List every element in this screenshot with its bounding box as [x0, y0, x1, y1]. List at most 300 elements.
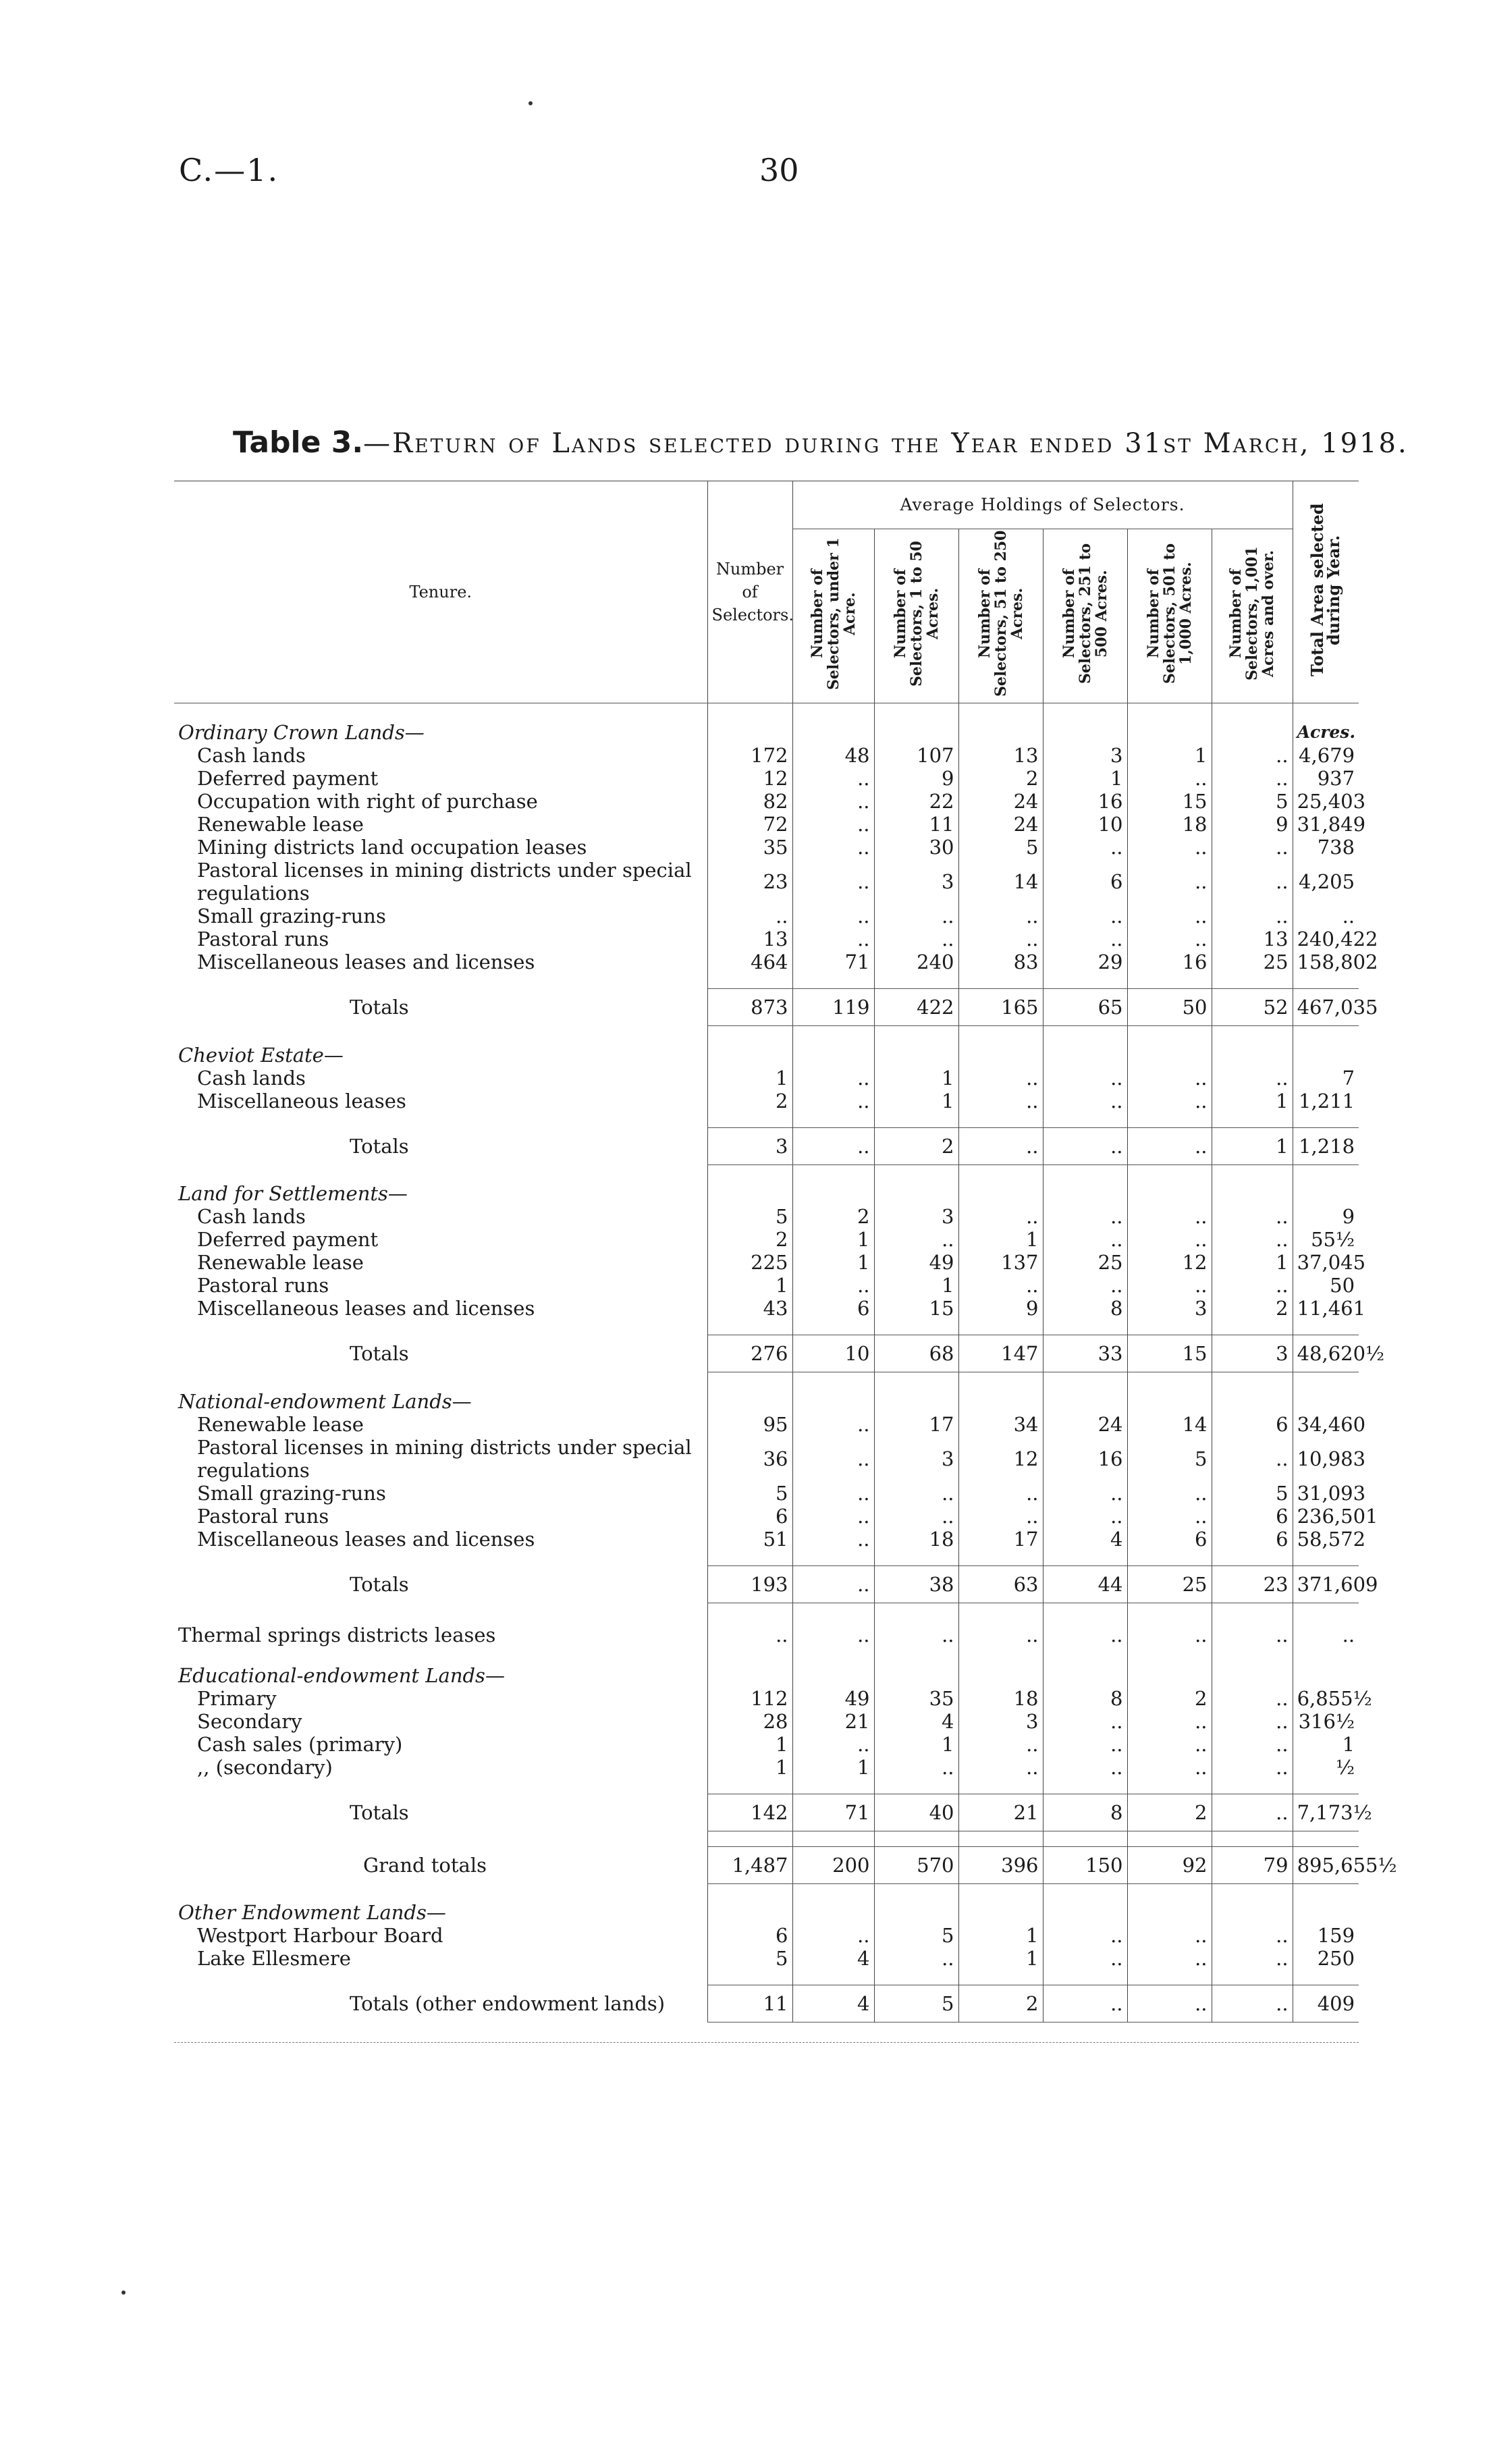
returns-table	[174, 481, 1397, 2023]
spacer-row	[174, 1779, 1359, 1794]
value-cell: 44	[1043, 1565, 1127, 1603]
total-area-cell: 4,205	[1293, 859, 1359, 905]
value-cell: ..	[1212, 1618, 1293, 1646]
spacer-cell	[874, 1831, 958, 1846]
totals-label: Totals	[350, 1342, 409, 1365]
empty-cell	[958, 1372, 1043, 1413]
empty-cell	[1127, 1883, 1212, 1924]
value-cell: 17	[874, 1413, 958, 1436]
col-501-1000-header: Number of Selectors, 501 to 1,000 Acres.	[1127, 529, 1212, 703]
spacer-cell	[958, 1970, 1043, 1985]
table-row	[174, 1413, 1359, 1436]
spacer-cell	[792, 1779, 874, 1794]
total-area-cell: 895,655½	[1293, 1846, 1359, 1883]
value-cell: 1	[874, 1090, 958, 1113]
spacer-cell	[1127, 973, 1212, 989]
table-row	[174, 1205, 1359, 1228]
spacer-cell	[1127, 1551, 1212, 1566]
empty-cell	[874, 1646, 958, 1687]
totals-row	[174, 1127, 1359, 1164]
table-row	[174, 928, 1359, 950]
row-label: Pastoral licenses in mining districts under special regulations	[197, 859, 692, 905]
value-cell: 24	[958, 790, 1043, 813]
totals-label: Totals	[350, 1572, 409, 1596]
table-title-text: —Return of Lands selected during the Year ended 31st March, 1918.	[363, 428, 1409, 459]
value-cell: 16	[1043, 790, 1127, 813]
value-cell: 2	[1212, 1297, 1293, 1320]
value-cell: ..	[958, 1618, 1043, 1646]
value-cell: ..	[792, 1505, 874, 1528]
spacer-cell	[707, 1320, 792, 1335]
value-cell: 13	[707, 928, 792, 950]
value-cell: ..	[1212, 1710, 1293, 1733]
value-cell: 71	[792, 950, 874, 973]
row-label: Secondary	[197, 1709, 302, 1733]
empty-cell	[958, 1026, 1043, 1067]
value-cell: 2	[874, 1127, 958, 1164]
value-cell: 1	[707, 1733, 792, 1756]
totals-label: Grand totals	[363, 1853, 487, 1877]
empty-cell	[1043, 1164, 1127, 1205]
value-cell: ..	[958, 905, 1043, 928]
value-cell: 240	[874, 950, 958, 973]
value-cell: ..	[1043, 1985, 1127, 2023]
value-cell: 15	[874, 1297, 958, 1320]
table-row	[174, 1090, 1359, 1113]
total-area-cell: 1,211	[1293, 1090, 1359, 1113]
section-heading: Cheviot Estate—	[178, 1043, 344, 1067]
value-cell: ..	[1043, 1733, 1127, 1756]
row-label: Miscellaneous leases and licenses	[197, 1527, 535, 1551]
total-area-cell: 48,620½	[1293, 1335, 1359, 1372]
value-cell: ..	[1127, 1067, 1212, 1090]
value-cell: 112	[707, 1687, 792, 1710]
value-cell: 40	[874, 1794, 958, 1831]
value-cell: ..	[958, 1274, 1043, 1297]
value-cell: 24	[1043, 1413, 1127, 1436]
totals-label: Totals	[350, 1134, 409, 1158]
value-cell: ..	[1212, 1947, 1293, 1970]
col-51-250-header: Number of Selectors, 51 to 250 Acres.	[958, 529, 1043, 703]
empty-cell	[1127, 1372, 1212, 1413]
total-area-cell: 250	[1293, 1947, 1359, 1970]
value-cell: ..	[1212, 859, 1293, 905]
spacer-cell	[1127, 1779, 1212, 1794]
empty-cell	[874, 1164, 958, 1205]
value-cell: 95	[707, 1413, 792, 1436]
value-cell: 1	[874, 1067, 958, 1090]
value-cell: 9	[958, 1297, 1043, 1320]
value-cell: ..	[1043, 1228, 1127, 1251]
value-cell: 9	[874, 767, 958, 790]
value-cell: 68	[874, 1335, 958, 1372]
empty-cell	[792, 1883, 874, 1924]
value-cell: 71	[792, 1794, 874, 1831]
value-cell: ..	[1043, 928, 1127, 950]
value-cell: 3	[874, 1205, 958, 1228]
value-cell: 422	[874, 989, 958, 1026]
spacer-cell	[1293, 1970, 1359, 1985]
spacer-row	[174, 1320, 1359, 1335]
empty-cell	[707, 1164, 792, 1205]
value-cell: ..	[1043, 1756, 1127, 1779]
spacer-cell	[1293, 1113, 1359, 1128]
empty-cell	[707, 1372, 792, 1413]
value-cell: ..	[1127, 1924, 1212, 1947]
row-label: Pastoral runs	[197, 1504, 329, 1528]
table-label: Table 3.	[233, 425, 364, 460]
value-cell: 5	[707, 1947, 792, 1970]
total-area-cell: 37,045	[1293, 1251, 1359, 1274]
value-cell: ..	[1212, 1794, 1293, 1831]
spacer-cell	[707, 1831, 792, 1846]
spacer-cell	[1127, 1320, 1212, 1335]
totals-row	[174, 1794, 1359, 1831]
value-cell: ..	[874, 1756, 958, 1779]
value-cell: ..	[874, 928, 958, 950]
value-cell: ..	[792, 1127, 874, 1164]
spacer-cell	[1127, 1603, 1212, 1618]
value-cell: 10	[1043, 813, 1127, 836]
total-area-cell: 467,035	[1293, 989, 1359, 1026]
table-row	[174, 1687, 1359, 1710]
value-cell: 1	[792, 1251, 874, 1274]
empty-cell	[1293, 1372, 1359, 1413]
value-cell: 3	[707, 1127, 792, 1164]
spacer-cell	[874, 1113, 958, 1128]
value-cell: 570	[874, 1846, 958, 1883]
spacer-cell	[1043, 1551, 1127, 1566]
print-speck	[528, 101, 533, 105]
col-under-1-acre-header: Number of Selectors, under 1 Acre.	[792, 529, 874, 703]
value-cell: ..	[1127, 836, 1212, 859]
value-cell: ..	[874, 1618, 958, 1646]
spacer-cell	[1043, 1779, 1127, 1794]
value-cell: 72	[707, 813, 792, 836]
total-area-cell: 58,572	[1293, 1528, 1359, 1551]
value-cell: 12	[958, 1436, 1043, 1482]
spacer-cell	[874, 1320, 958, 1335]
value-cell: ..	[874, 1228, 958, 1251]
section-heading: Land for Settlements—	[178, 1182, 408, 1205]
spacer-cell	[1043, 1320, 1127, 1335]
value-cell: 21	[958, 1794, 1043, 1831]
spacer-cell	[1127, 1113, 1212, 1128]
value-cell: ..	[792, 1274, 874, 1297]
value-cell: 3	[874, 1436, 958, 1482]
value-cell: 18	[958, 1687, 1043, 1710]
value-cell: ..	[874, 1505, 958, 1528]
table-row	[174, 836, 1359, 859]
value-cell: ..	[874, 905, 958, 928]
value-cell: 52	[1212, 989, 1293, 1026]
value-cell: 35	[707, 836, 792, 859]
value-cell: ..	[1212, 1436, 1293, 1482]
total-area-cell: 31,093	[1293, 1482, 1359, 1505]
value-cell: 1	[958, 1947, 1043, 1970]
spacer-cell	[174, 1970, 707, 1985]
spacer-cell	[174, 973, 707, 989]
value-cell: ..	[792, 1565, 874, 1603]
value-cell: 16	[1127, 950, 1212, 973]
table-row	[174, 1756, 1359, 1779]
section-heading-row	[174, 1164, 1359, 1205]
value-cell: ..	[1127, 1127, 1212, 1164]
total-area-cell: 236,501	[1293, 1505, 1359, 1528]
total-area-cell: 4,679	[1293, 744, 1359, 767]
row-label: Deferred payment	[197, 1228, 379, 1251]
table-row	[174, 1251, 1359, 1274]
value-cell: 15	[1127, 1335, 1212, 1372]
value-cell: 150	[1043, 1846, 1127, 1883]
value-cell: 396	[958, 1846, 1043, 1883]
average-holdings-header: Average Holdings of Selectors.	[792, 481, 1293, 529]
total-area-header: Total Area selected during Year.	[1293, 481, 1359, 703]
value-cell: ..	[1043, 1127, 1127, 1164]
value-cell: 6	[707, 1505, 792, 1528]
section-heading: Other Endowment Lands—	[178, 1901, 446, 1924]
value-cell: ..	[1127, 1228, 1212, 1251]
value-cell: 43	[707, 1297, 792, 1320]
value-cell: ..	[958, 1205, 1043, 1228]
value-cell: 5	[1212, 1482, 1293, 1505]
row-label: Mining districts land occupation leases	[197, 836, 587, 859]
value-cell: ..	[1127, 1985, 1212, 2023]
value-cell: 25	[1043, 1251, 1127, 1274]
table-row	[174, 790, 1359, 813]
spacer-cell	[958, 1603, 1043, 1618]
value-cell: ..	[1043, 1618, 1127, 1646]
value-cell: 30	[874, 836, 958, 859]
table-row	[174, 1505, 1359, 1528]
value-cell: 24	[958, 813, 1043, 836]
spacer-cell	[1212, 1113, 1293, 1128]
row-label: Miscellaneous leases and licenses	[197, 950, 535, 973]
value-cell: 12	[707, 767, 792, 790]
value-cell: ..	[1127, 928, 1212, 950]
table-row	[174, 859, 1359, 905]
value-cell: ..	[958, 928, 1043, 950]
value-cell: 6	[792, 1297, 874, 1320]
acres-unit-label: Acres.	[1293, 703, 1359, 745]
total-area-cell: 31,849	[1293, 813, 1359, 836]
value-cell: ..	[792, 905, 874, 928]
spacer-cell	[1212, 1831, 1293, 1846]
value-cell: ..	[958, 1505, 1043, 1528]
empty-cell	[707, 1646, 792, 1687]
spacer-cell	[1293, 1831, 1359, 1846]
row-label: Primary	[197, 1686, 277, 1710]
spacer-cell	[174, 1603, 707, 1618]
empty-cell	[1212, 703, 1293, 745]
empty-cell	[1043, 1646, 1127, 1687]
empty-cell	[707, 1026, 792, 1067]
value-cell: 1	[707, 1756, 792, 1779]
value-cell: ..	[1127, 1505, 1212, 1528]
value-cell: ..	[1127, 767, 1212, 790]
spacer-cell	[174, 1320, 707, 1335]
value-cell: ..	[1127, 859, 1212, 905]
value-cell: ..	[792, 790, 874, 813]
value-cell: ..	[792, 1413, 874, 1436]
empty-cell	[874, 1883, 958, 1924]
value-cell: ..	[792, 767, 874, 790]
value-cell: 1	[707, 1274, 792, 1297]
value-cell: ..	[1212, 767, 1293, 790]
value-cell: 172	[707, 744, 792, 767]
total-area-cell: ..	[1293, 1618, 1359, 1646]
value-cell: 1	[1043, 767, 1127, 790]
value-cell: 50	[1127, 989, 1212, 1026]
value-cell: 873	[707, 989, 792, 1026]
spacer-cell	[707, 1113, 792, 1128]
total-area-cell: 371,609	[1293, 1565, 1359, 1603]
empty-cell	[792, 703, 874, 745]
row-label: Occupation with right of purchase	[197, 790, 538, 813]
spacer-cell	[1043, 1831, 1127, 1846]
spacer-cell	[707, 1603, 792, 1618]
row-label: Deferred payment	[197, 767, 379, 790]
value-cell: ..	[1212, 1733, 1293, 1756]
spacer-cell	[1043, 1603, 1127, 1618]
spacer-cell	[792, 1970, 874, 1985]
value-cell: ..	[1212, 1067, 1293, 1090]
spacer-row	[174, 1551, 1359, 1566]
table-bottom-rule	[174, 2042, 1359, 2043]
total-area-cell: 409	[1293, 1985, 1359, 2023]
value-cell: 13	[958, 744, 1043, 767]
value-cell: 83	[958, 950, 1043, 973]
value-cell: 38	[874, 1565, 958, 1603]
spacer-cell	[1212, 1779, 1293, 1794]
spacer-cell	[707, 1551, 792, 1566]
totals-label: Totals	[350, 996, 409, 1019]
section-heading-row	[174, 1883, 1359, 1924]
value-cell: 82	[707, 790, 792, 813]
value-cell: 34	[958, 1413, 1043, 1436]
section-heading: National-endowment Lands—	[178, 1389, 472, 1413]
section-heading-row	[174, 1026, 1359, 1067]
empty-cell	[1127, 1164, 1212, 1205]
table-row	[174, 1482, 1359, 1505]
empty-cell	[1212, 1372, 1293, 1413]
total-area-cell: 738	[1293, 836, 1359, 859]
empty-cell	[1043, 1372, 1127, 1413]
value-cell: ..	[707, 1618, 792, 1646]
totals-row	[174, 1565, 1359, 1603]
empty-cell	[1212, 1164, 1293, 1205]
value-cell: ..	[1212, 836, 1293, 859]
value-cell: 142	[707, 1794, 792, 1831]
value-cell: 4	[1043, 1528, 1127, 1551]
print-speck	[121, 2291, 126, 2295]
value-cell: ..	[958, 1756, 1043, 1779]
value-cell: 11	[874, 813, 958, 836]
value-cell: 3	[1043, 744, 1127, 767]
value-cell: 464	[707, 950, 792, 973]
value-cell: 107	[874, 744, 958, 767]
total-area-cell: 34,460	[1293, 1413, 1359, 1436]
value-cell: ..	[792, 859, 874, 905]
empty-cell	[958, 1883, 1043, 1924]
value-cell: 23	[1212, 1565, 1293, 1603]
spacer-cell	[792, 973, 874, 989]
row-label: Cash lands	[197, 1205, 306, 1228]
empty-cell	[958, 1646, 1043, 1687]
spacer-cell	[1127, 1831, 1212, 1846]
value-cell: 6	[1212, 1528, 1293, 1551]
empty-cell	[1043, 703, 1127, 745]
value-cell: 35	[874, 1687, 958, 1710]
empty-cell	[792, 1372, 874, 1413]
total-area-cell: ½	[1293, 1756, 1359, 1779]
spacer-cell	[1293, 1779, 1359, 1794]
table-row	[174, 1067, 1359, 1090]
value-cell: 1	[1212, 1251, 1293, 1274]
empty-cell	[1043, 1883, 1127, 1924]
empty-cell	[707, 703, 792, 745]
value-cell: 1	[958, 1924, 1043, 1947]
total-area-cell: 6,855½	[1293, 1687, 1359, 1710]
row-label: Cash lands	[197, 1066, 306, 1090]
spacer-cell	[174, 1551, 707, 1566]
table-row	[174, 1710, 1359, 1733]
total-area-cell: 1,218	[1293, 1127, 1359, 1164]
value-cell: 4	[792, 1947, 874, 1970]
value-cell: ..	[1212, 905, 1293, 928]
value-cell: ..	[1127, 1756, 1212, 1779]
value-cell: ..	[1043, 1710, 1127, 1733]
value-cell: ..	[1212, 1274, 1293, 1297]
value-cell: ..	[1127, 1618, 1212, 1646]
spacer-cell	[1293, 973, 1359, 989]
value-cell: ..	[707, 905, 792, 928]
value-cell: 1,487	[707, 1846, 792, 1883]
row-label: Miscellaneous leases	[197, 1089, 406, 1113]
value-cell: ..	[1043, 1924, 1127, 1947]
value-cell: ..	[1127, 1947, 1212, 1970]
spacer-cell	[792, 1831, 874, 1846]
total-area-cell: 25,403	[1293, 790, 1359, 813]
empty-cell	[1212, 1026, 1293, 1067]
value-cell: ..	[874, 1947, 958, 1970]
value-cell: ..	[1043, 836, 1127, 859]
value-cell: 79	[1212, 1846, 1293, 1883]
value-cell: ..	[1127, 1205, 1212, 1228]
total-area-cell: ..	[1293, 905, 1359, 928]
spacer-cell	[792, 1551, 874, 1566]
value-cell: 200	[792, 1846, 874, 1883]
row-label: Cash sales (primary)	[197, 1732, 403, 1756]
row-label: Renewable lease	[197, 813, 364, 836]
table-row	[174, 744, 1359, 767]
table-row	[174, 905, 1359, 928]
value-cell: 18	[1127, 813, 1212, 836]
value-cell: ..	[874, 1482, 958, 1505]
table-row	[174, 1947, 1359, 1970]
row-label: Renewable lease	[197, 1251, 364, 1274]
value-cell: 51	[707, 1528, 792, 1551]
total-area-cell: 11,461	[1293, 1297, 1359, 1320]
table-row	[174, 1436, 1359, 1482]
empty-cell	[874, 1026, 958, 1067]
value-cell: 63	[958, 1565, 1043, 1603]
table-body	[174, 703, 1397, 2023]
totals-row	[174, 1985, 1359, 2023]
total-area-cell: 10,983	[1293, 1436, 1359, 1482]
totals-row	[174, 1335, 1359, 1372]
value-cell: ..	[792, 1528, 874, 1551]
